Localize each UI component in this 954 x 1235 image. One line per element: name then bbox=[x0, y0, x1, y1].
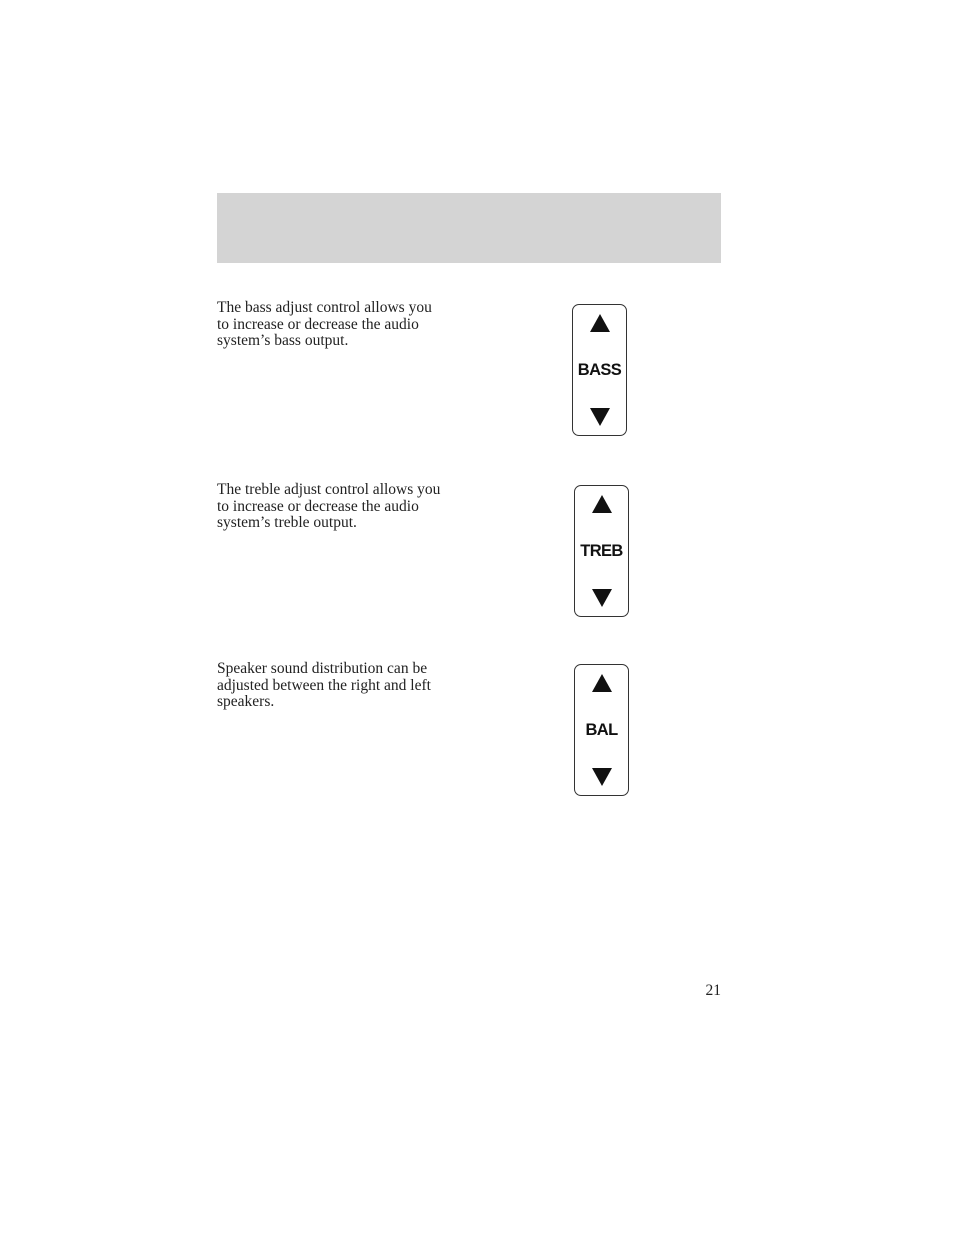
treble-down-arrow-icon[interactable] bbox=[592, 589, 612, 607]
balance-control-label: BAL bbox=[585, 721, 618, 739]
bass-down-arrow-icon[interactable] bbox=[590, 408, 610, 426]
balance-down-arrow-icon[interactable] bbox=[592, 768, 612, 786]
bass-up-arrow-icon[interactable] bbox=[590, 314, 610, 332]
header-band bbox=[217, 193, 721, 263]
page-number: 21 bbox=[705, 982, 721, 999]
treble-description: The treble adjust control allows you to increase or decrease the audio system’s treble output. bbox=[217, 481, 441, 532]
bass-description: The bass adjust control allows you to increase or decrease the audio system’s bass output. bbox=[217, 299, 432, 350]
balance-up-arrow-icon[interactable] bbox=[592, 674, 612, 692]
treble-control bbox=[574, 485, 629, 617]
balance-description: Speaker sound distribution can be adjusted between the right and left speakers. bbox=[217, 660, 431, 711]
balance-control bbox=[574, 664, 629, 796]
bass-control-label: BASS bbox=[577, 361, 622, 379]
treble-up-arrow-icon[interactable] bbox=[592, 495, 612, 513]
treble-control-label: TREB bbox=[580, 542, 623, 560]
bass-control bbox=[572, 304, 627, 436]
